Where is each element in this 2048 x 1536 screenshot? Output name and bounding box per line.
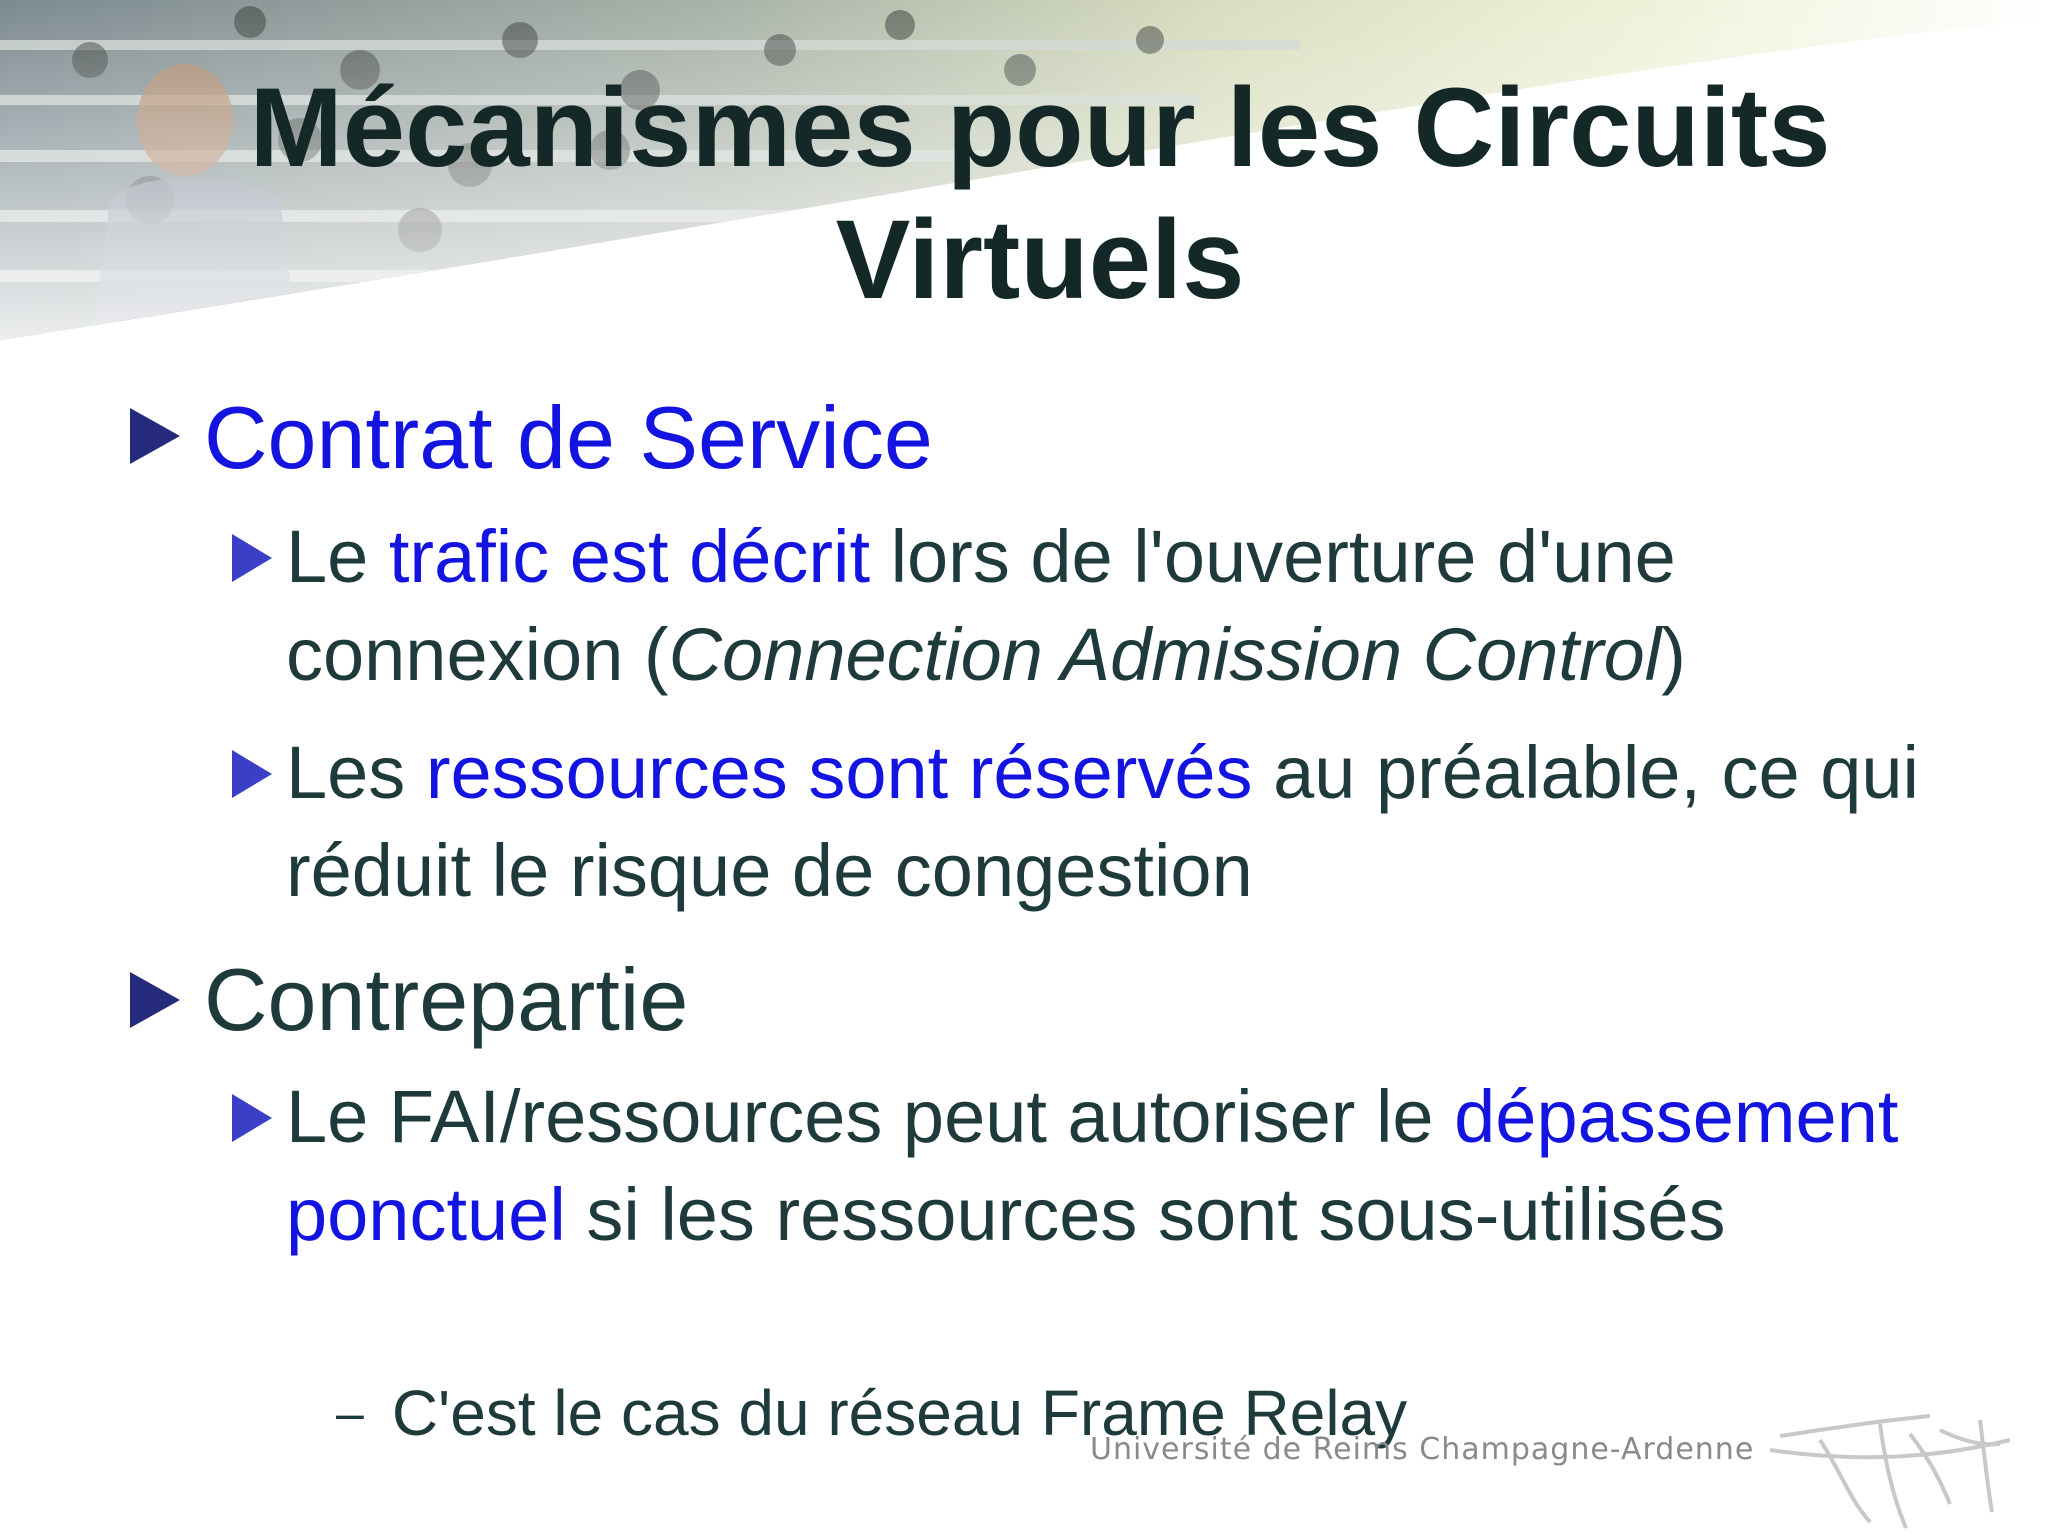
bullet-contrepartie-text: Contrepartie: [204, 950, 689, 1049]
slide-title: [140, 62, 1940, 326]
subbullet-fai-text: Le FAI/ressources peut autoriser le dépassement ponctuel si les ressources sont sous-utilisés: [286, 1075, 1899, 1256]
subsubbullet-frame-relay-text: C'est le cas du réseau Frame Relay: [391, 1377, 1408, 1449]
triangle-bullet-icon: [130, 408, 180, 464]
subbullet-ressources-text: Les ressources sont réservés au préalable, ce qui réduit le risque de congestion: [286, 731, 1920, 912]
triangle-bullet-icon: [130, 972, 180, 1028]
dash-bullet: –: [336, 1385, 364, 1441]
slide-title-line2: Virtuels: [835, 197, 1245, 322]
university-logo-icon: [1080, 1400, 2040, 1530]
triangle-bullet-icon: [232, 1094, 272, 1142]
university-name: Université de Reims Champagne-Ardenne: [1090, 1432, 1755, 1467]
highlight-trafic: trafic est décrit: [388, 515, 871, 598]
triangle-bullet-icon: [232, 534, 272, 582]
bullet-contrepartie: [130, 950, 688, 1050]
subbullet-fai: [232, 1068, 1932, 1264]
bullet-contrat-text: Contrat de Service: [204, 388, 933, 487]
italic-cac: Connection Admission Control: [668, 613, 1662, 696]
highlight-depassement: dépassement ponctuel: [286, 1075, 1899, 1256]
highlight-ressources: ressources sont réservés: [425, 731, 1253, 814]
subbullet-ressources: [232, 724, 1972, 920]
triangle-bullet-icon: [232, 750, 272, 798]
subbullet-trafic: [232, 508, 1872, 704]
slide-title-line1: Mécanismes pour les Circuits: [249, 65, 1831, 190]
subbullet-trafic-text: Le trafic est décrit lors de l'ouverture d'une connexion (Connection Admission Control): [286, 515, 1686, 696]
bullet-contrat: [130, 388, 933, 488]
